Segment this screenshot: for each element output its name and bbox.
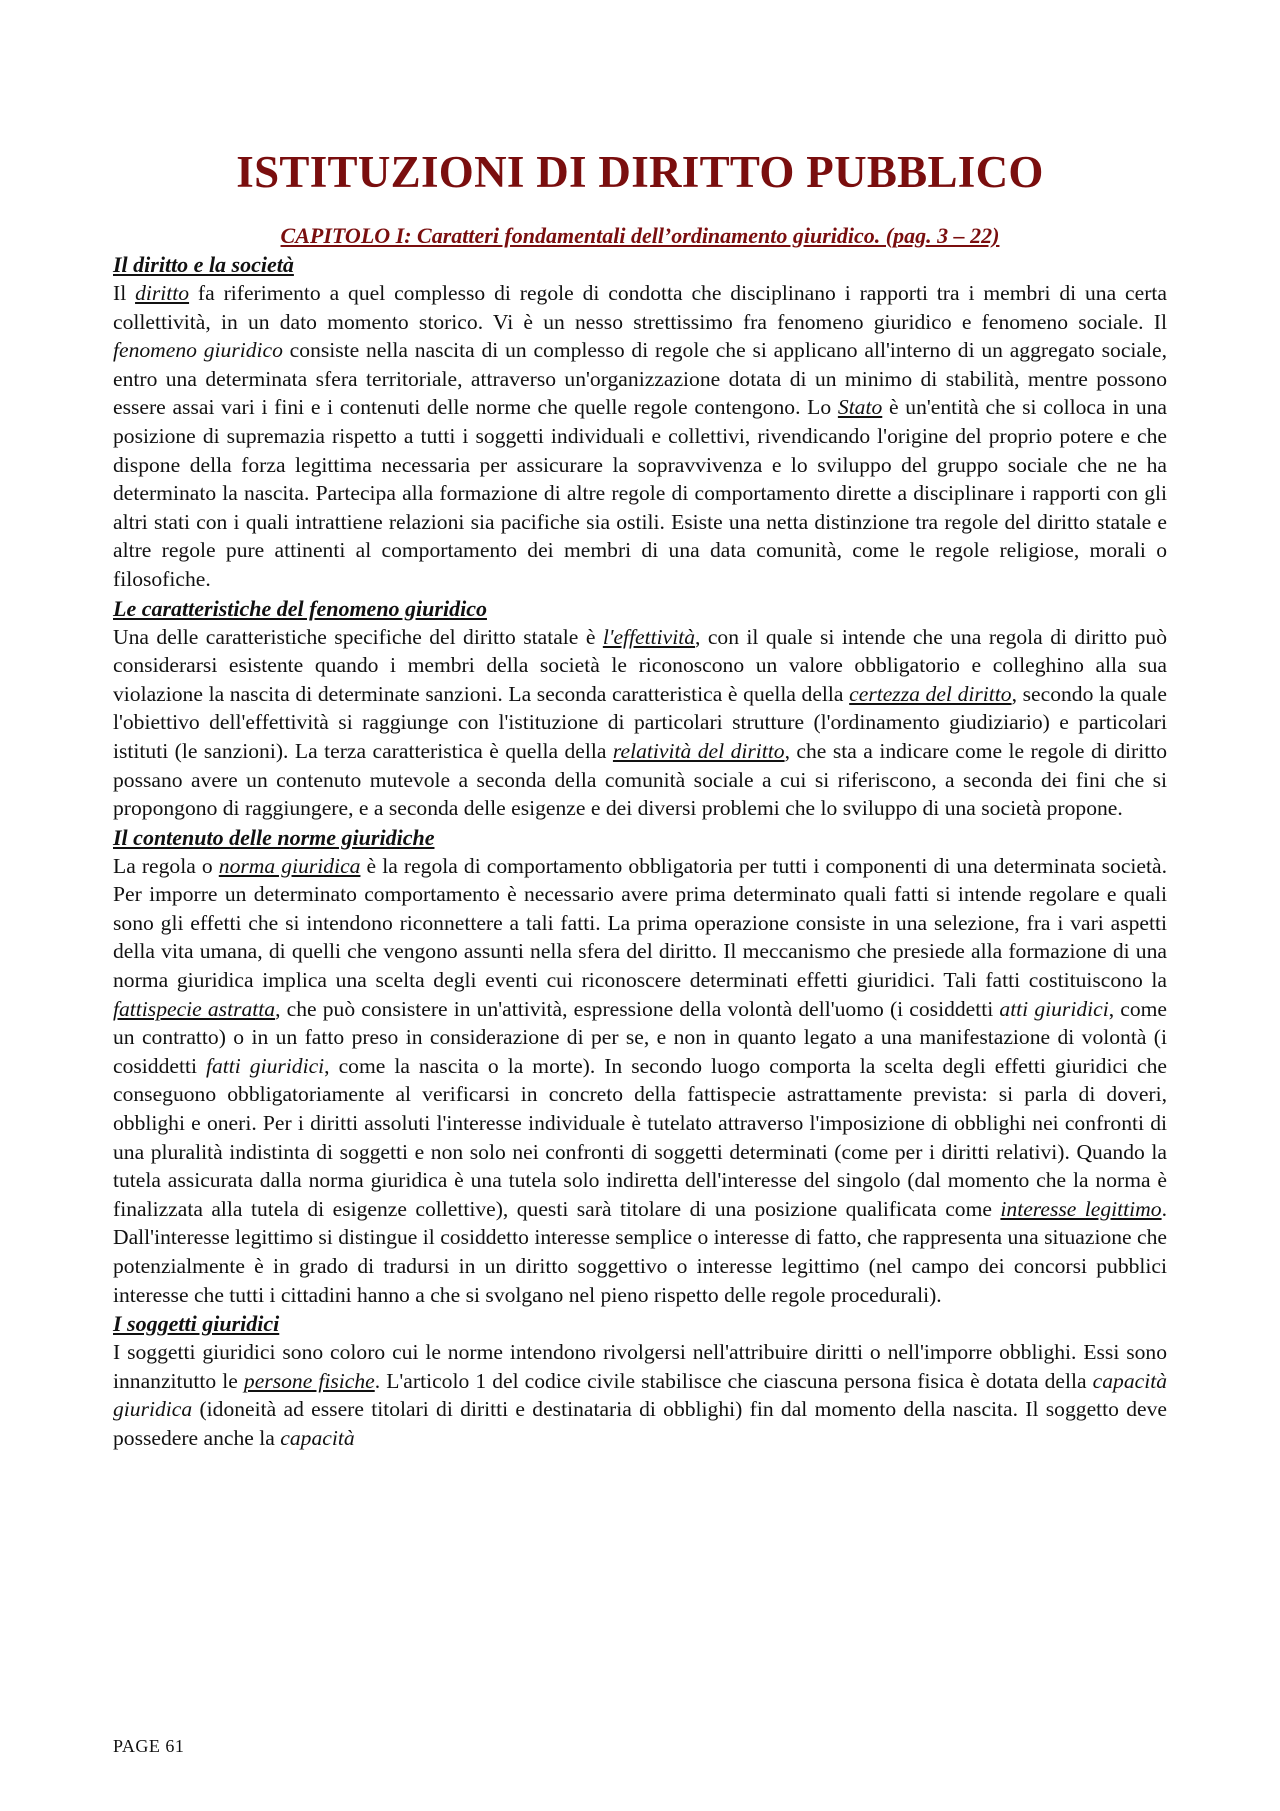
section-heading: Il contenuto delle norme giuridiche <box>113 824 435 850</box>
italic-term: fatti giuridici <box>205 1053 325 1078</box>
document-title: ISTITUZIONI DI DIRITTO PUBBLICO <box>236 147 1044 197</box>
section-paragraph: I soggetti giuridici sono coloro cui le norme intendono rivolgersi nell'attribuire diritti o nell'imporre obblighi. Essi sono innanzitutto le persone fisiche. L'articolo 1 del codice civile stabilisce che ciascuna persona fisica è dotata della capacità giuridica (idoneità ad essere titolari di diritti e destinataria di obblighi) fin dal momento della nascita. Il soggetto deve possedere anche la capacità <box>113 1340 1168 1450</box>
section-paragraph: Il diritto fa riferimento a quel complesso di regole di condotta che disciplinano i rapporti tra i membri di una certa collettività, in un dato momento storico. Vi è un nesso strettissimo fra fenomeno giuridico e fenomeno sociale. Il fenomeno giuridico consiste nella nascita di un complesso di regole che si applicano all'interno di un aggregato sociale, entro una determinata sfera territoriale, attraverso un'organizzazione dotata di un minimo di stabilità, mentre possono essere assai vari i fini e i contenuti delle norme che quelle regole contengono. Lo Stato è un'entità che si colloca in una posizione di supremazia rispetto a tutti i soggetti individuali e collettivi, rivendicando l'origine del proprio potere e che dispone della forza legittima necessaria per assicurare la sopravvivenza e lo sviluppo del gruppo sociale che ne ha determinato la nascita. Partecipa alla formazione di altre regole di comportamento dirette a disciplinare i rapporti con gli altri stati con i quali intrattiene relazioni sia pacifiche sia ostili. Esiste una netta distinzione tra regole del diritto statale e altre regole pure attinenti al comportamento dei membri di una data comunità, come le regole religiose, morali o filosofiche. <box>113 281 1168 591</box>
key-term: relatività del diritto <box>612 738 785 763</box>
page-number: PAGE 61 <box>113 1736 185 1756</box>
key-term: diritto <box>135 281 190 305</box>
key-term: interesse legittimo <box>1000 1196 1162 1221</box>
key-term: l'effettività <box>602 624 695 649</box>
key-term: certezza del diritto <box>849 681 1012 706</box>
italic-term: capacità <box>280 1425 355 1450</box>
section-paragraph: La regola o norma giuridica è la regola di comportamento obbligatoria per tutti i componenti di una determinata società. Per imporre un determinato comportamento è necessario avere prima determinato quali fatti si intende regolare e quali sono gli effetti che si intendono riconnettere a tali fatti. La prima operazione consiste in una selezione, fra i vari aspetti della vita umana, di quelli che vengono assunti nella sfera del diritto. Il meccanismo che presiede alla formazione di una norma giuridica implica una scelta degli eventi cui riconoscere determinati effetti giuridici. Tali fatti costituiscono la fattispecie astratta, che può consistere in un'attività, espressione della volontà dell'uomo (i cosiddetti atti giuridici, come un contratto) o in un fatto preso in considerazione di per se, e non in quanto legato a una manifestazione di volontà (i cosiddetti fatti giuridici, come la nascita o la morte). In secondo luogo comporta la scelta degli effetti giuridici che conseguono obbligatoriamente al verificarsi in concreto della fattispecie astrattamente prevista: si parla di doveri, obblighi e oneri. Per i diritti assoluti l'interesse individuale è tutelato attraverso l'imposizione di obblighi nei confronti di una pluralità indistinta di soggetti e non solo nei confronti di soggetti determinati (come per i diritti relativi). Quando la tutela assicurata dalla norma giuridica è una tutela solo indiretta dell'interesse del singolo (dal momento che la norma è finalizzata alla tutela di esigenze collettive), questi sarà titolare di una posizione qualificata come interesse legittimo. Dall'interesse legittimo si distingue il cosiddetto interesse semplice o interesse di fatto, che rappresenta una situazione che potenzialmente è in grado di tradursi in un diritto soggettivo o interesse legittimo (nel campo dei concorsi pubblici interesse che tutti i cittadini hanno a che si svolgano nel pieno rispetto delle regole procedurali). <box>113 853 1168 1307</box>
key-term: fattispecie astratta <box>113 996 276 1021</box>
key-term: Stato <box>837 395 883 420</box>
section-paragraph: Una delle caratteristiche specifiche del diritto statale è l'effettività, con il quale si intende che una regola di diritto può considerarsi esistente quando i membri della società le riconoscono un valore obbligatorio e colleghino alla sua violazione la nascita di determinate sanzioni. La seconda caratteristica è quella della certezza del diritto, secondo la quale l'obiettivo dell'effettività si raggiunge con l'istituzione di particolari strutture (l'ordinamento giudiziario) e particolari istituti (le sanzioni). La terza caratteristica è quella della relatività del diritto, che sta a indicare come le regole di diritto possano avere un contenuto mutevole a seconda della comunità sociale a cui si riferiscono, a seconda dei fini che si propongono di raggiungere, e a seconda delle esigenze e dei diversi problemi che lo sviluppo di una società propone. <box>113 624 1168 821</box>
italic-term: fenomeno giuridico <box>113 338 283 363</box>
italic-term: atti giuridici <box>999 996 1109 1021</box>
section-heading: Il diritto e la società <box>113 252 294 277</box>
document-page <box>113 0 1167 1453</box>
key-term: norma giuridica <box>218 853 361 878</box>
key-term: persone fisiche <box>243 1368 375 1393</box>
section-heading: Le caratteristiche del fenomeno giuridico <box>113 595 487 621</box>
section-heading: I soggetti giuridici <box>113 1311 280 1337</box>
italic-term: capacità giuridica <box>113 1368 1168 1422</box>
chapter-heading: CAPITOLO I: Caratteri fondamentali dell’ordinamento giuridico. (pag. 3 – 22) <box>280 223 1000 248</box>
